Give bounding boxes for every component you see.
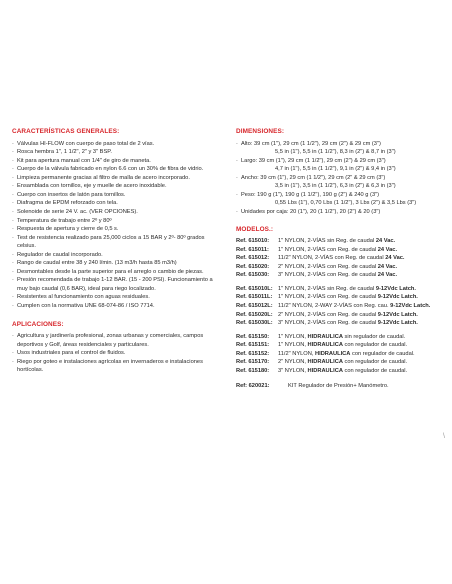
- dimension-item: [236, 208, 441, 217]
- kit-ref: Ref: 620021:: [236, 383, 270, 390]
- model-ref: Ref. 615151:: [236, 342, 270, 349]
- list-item: · Ensamblada con tornillos, eje y muelle de acero inoxidable.: [12, 182, 224, 191]
- model-ref: Ref. 615020:: [236, 263, 270, 270]
- general-features-list: [12, 140, 224, 311]
- model-voltage: 9-12Vdc Latch.: [377, 294, 418, 301]
- list-item: · Usos industriales para el control de fluidos.: [12, 349, 224, 358]
- model-desc: 3" NYLON,: [278, 367, 306, 374]
- model-desc: 2" NYLON, 2-VÍAS con Reg. de caudal: [278, 263, 377, 270]
- model-voltage: 24 Vac.: [377, 246, 398, 253]
- model-desc-post: con regulador de caudal.: [344, 342, 408, 349]
- model-ref: Ref. 615020L:: [236, 311, 273, 318]
- applications-heading: APLICACIONES:: [12, 320, 64, 328]
- model-row: [236, 367, 441, 376]
- model-ref: Ref. 615010:: [236, 238, 270, 245]
- model-desc: 1" NYLON,: [278, 342, 306, 349]
- model-desc: 3" NYLON, 2-VÍAS con Reg. de caudal: [278, 320, 377, 327]
- left-column: [12, 127, 224, 375]
- list-item: · Regulador de caudal incorporado.: [12, 251, 224, 260]
- list-item: · Limpieza permanente gracias al filtro de malla de acero incorporado.: [12, 174, 224, 183]
- dimensions-heading: DIMENSIONES:: [236, 128, 285, 135]
- list-item: · Test de resistencia realizado para 25,000 ciclos a 15 BAR y 2º- 80º grados celsius.: [12, 234, 224, 251]
- model-row: [236, 237, 441, 246]
- model-desc-post: con regulador de caudal.: [344, 367, 408, 374]
- model-voltage: 24 Vac.: [375, 238, 396, 245]
- model-row: [236, 263, 441, 272]
- list-item: · Presión recomendada de trabajo 1-12 BAR. (15 - 200 PSI). Funcionamiento a muy bajo caudal (0,6 BAR), ideal para riego localizado.: [12, 276, 224, 293]
- model-row: [236, 293, 441, 302]
- model-type: HIDRAULICA: [307, 359, 343, 366]
- model-ref: Ref. 615012:: [236, 255, 270, 262]
- model-desc: 3" NYLON, 2-VÍAS con Reg. de caudal: [278, 272, 377, 279]
- model-row: [236, 254, 441, 263]
- model-type: HIDRAULICA: [307, 367, 343, 374]
- model-desc: 1" NYLON, 2-VÍAS sin Reg. de caudal: [278, 238, 375, 245]
- list-item: · Rango de caudal entre 38 y 240 l/min. (13 m3/h hasta 85 m3/h): [12, 259, 224, 268]
- applications-list: [12, 332, 224, 375]
- model-desc: 1" NYLON, 2-VÍAS sin Reg. de caudal: [278, 285, 375, 292]
- model-ref: Ref. 615150:: [236, 333, 270, 340]
- list-item: · Kit para apertura manual con 1/4" de giro de maneta.: [12, 157, 224, 166]
- model-row: [236, 358, 441, 367]
- model-voltage: 9-12Vdc Latch.: [375, 285, 416, 292]
- model-row: [236, 311, 441, 320]
- model-type: HIDRAULICA: [315, 350, 351, 357]
- list-item: · Solenoide de serie 24 V. ac. (VER OPCIONES).: [12, 208, 224, 217]
- model-voltage: 24 Vac.: [377, 263, 398, 270]
- model-ref: Ref. 615012L:: [236, 302, 273, 309]
- model-row: [236, 333, 441, 342]
- models-list: [236, 237, 441, 375]
- list-item: · Temperatura de trabajo entre 2º y 80º: [12, 217, 224, 226]
- model-desc-post: con regulador de caudal.: [344, 359, 408, 366]
- model-ref: Ref. 615010L:: [236, 285, 273, 292]
- list-item: · Cumplen con la normativa UNE 68-074-86 / ISO 7714.: [12, 302, 224, 311]
- list-item: · Resistentes al funcionamiento con aguas residuales.: [12, 293, 224, 302]
- model-row: [236, 341, 441, 350]
- dimension-item: [236, 174, 441, 191]
- model-desc: 11/2" NYLON, 2-VÍAS con Reg. de caudal: [278, 255, 384, 262]
- model-row: [236, 302, 441, 311]
- model-ref: Ref. 615030:: [236, 272, 270, 279]
- dimension-cont: 4,7 in (1"), 5,5 in (1 1/2"), 9,1 in (2") & 9,4 in (3"): [275, 166, 396, 173]
- dimension-main: Alto: 39 cm (1"), 29 cm (1 1/2"), 29 cm (2") & 29 cm (3"): [241, 140, 381, 147]
- dimension-main: Unidades por caja: 20 (1"), 20 (1 1/2"), 20 (2") & 20 (3"): [241, 208, 381, 215]
- model-voltage: 9-12Vdc Latch.: [377, 311, 418, 318]
- model-desc-post: sin regulador de caudal.: [344, 333, 406, 340]
- model-desc: 2" NYLON,: [278, 359, 306, 366]
- kit-desc: KIT Regulador de Presión+ Manómetro.: [288, 383, 389, 390]
- dimension-main: Peso: 190 g (1"), 190 g (1 1/2"), 190 g (2") & 240 g (3"): [241, 191, 380, 198]
- list-item: · Rosca hembra 1", 1 1/2", 2" y 3" BSP.: [12, 148, 224, 157]
- model-row: [236, 319, 441, 328]
- general-features-heading: CARACTERÍSTICAS GENERALES:: [12, 128, 120, 135]
- model-row: [236, 246, 441, 255]
- dimension-cont: 0,55 Lbs (1"), 0,70 Lbs (1 1/2"), 3 Lbs (2") & 3,5 Lbs (3"): [275, 200, 417, 207]
- list-item: · Respuesta de apertura y cierre de 0,5 s.: [12, 225, 224, 234]
- model-desc: 1" NYLON, 2-VÍAS con Reg. de caudal: [278, 246, 377, 253]
- model-voltage: 24 Vac.: [385, 255, 405, 262]
- model-row: [236, 271, 441, 280]
- model-ref: Ref. 615011L:: [236, 294, 273, 301]
- list-item: · Agricultura y jardinería profesional, zonas urbanas y comerciales, campos deportivos y Golf, áreas residenciales y particulares.: [12, 332, 224, 349]
- kit-row: [236, 382, 441, 391]
- dimension-main: Largo: 39 cm (1"), 29 cm (1 1/2"), 29 cm (2") & 29 cm (3"): [241, 157, 386, 164]
- model-row: [236, 285, 441, 294]
- model-ref: Ref. 615011:: [236, 246, 269, 253]
- model-ref: Ref. 615170:: [236, 359, 270, 366]
- model-voltage: 9-12Vdc Latch.: [377, 320, 418, 327]
- model-ref: Ref. 615180:: [236, 367, 270, 374]
- dimension-item: [236, 140, 441, 157]
- model-voltage: 24 Vac.: [377, 272, 398, 279]
- model-ref: Ref. 615152:: [236, 350, 270, 357]
- model-desc: 1" NYLON,: [278, 333, 306, 340]
- list-item: · Cuerpo con insertos de latón para tornillos.: [12, 191, 224, 200]
- model-desc: 2" NYLON, 2-VÍAS con Reg. de caudal: [278, 311, 377, 318]
- model-desc: 11/2" NYLON, 2-WAY 2-VÍAS con Reg. cau.: [278, 302, 389, 309]
- list-item: · Riego por goteo e instalaciones agrícolas en invernaderos e instalaciones hortícolas.: [12, 358, 224, 375]
- dimension-item: [236, 191, 441, 208]
- model-desc: 1" NYLON, 2-VÍAS con Reg. de caudal: [278, 294, 377, 301]
- dimension-main: Ancho: 39 cm (1"), 29 cm (1 1/2"), 29 cm (2" & 29 cm (3"): [241, 174, 386, 181]
- edge-mark: \: [443, 433, 445, 440]
- model-voltage: 9-12Vdc Latch.: [390, 302, 431, 309]
- models-heading: MODELOS.:: [236, 225, 274, 233]
- list-item: · Desmontables desde la parte superior para el arreglo o cambio de piezas.: [12, 268, 224, 277]
- model-desc: 11/2" NYLON,: [278, 350, 314, 357]
- dimension-cont: 5,5 in (1"), 5,5 in (1 1/2"), 8,3 in (2") & 8,7 in (3"): [275, 149, 396, 156]
- list-item: · Diafragma de EPDM reforzado con tela.: [12, 199, 224, 208]
- model-type: HIDRAULICA: [307, 333, 343, 340]
- model-desc-post: con regulador de caudal.: [352, 350, 415, 357]
- model-row: [236, 350, 441, 359]
- right-column: [236, 127, 441, 391]
- model-ref: Ref. 615030L:: [236, 320, 273, 327]
- dimension-cont: 3,5 in (1"), 3,5 in (1 1/2"), 6,3 in (2") & 6,3 in (3"): [275, 183, 396, 190]
- list-item: · Cuerpo de la válvula fabricado en nylon 6.6 con un 30% de fibra de vidrio.: [12, 165, 224, 174]
- dimension-item: [236, 157, 441, 174]
- dimensions-list: [236, 140, 441, 217]
- model-type: HIDRAULICA: [307, 342, 343, 349]
- list-item: · Válvulas HI-FLOW con cuerpo de paso total de 2 vías.: [12, 140, 224, 149]
